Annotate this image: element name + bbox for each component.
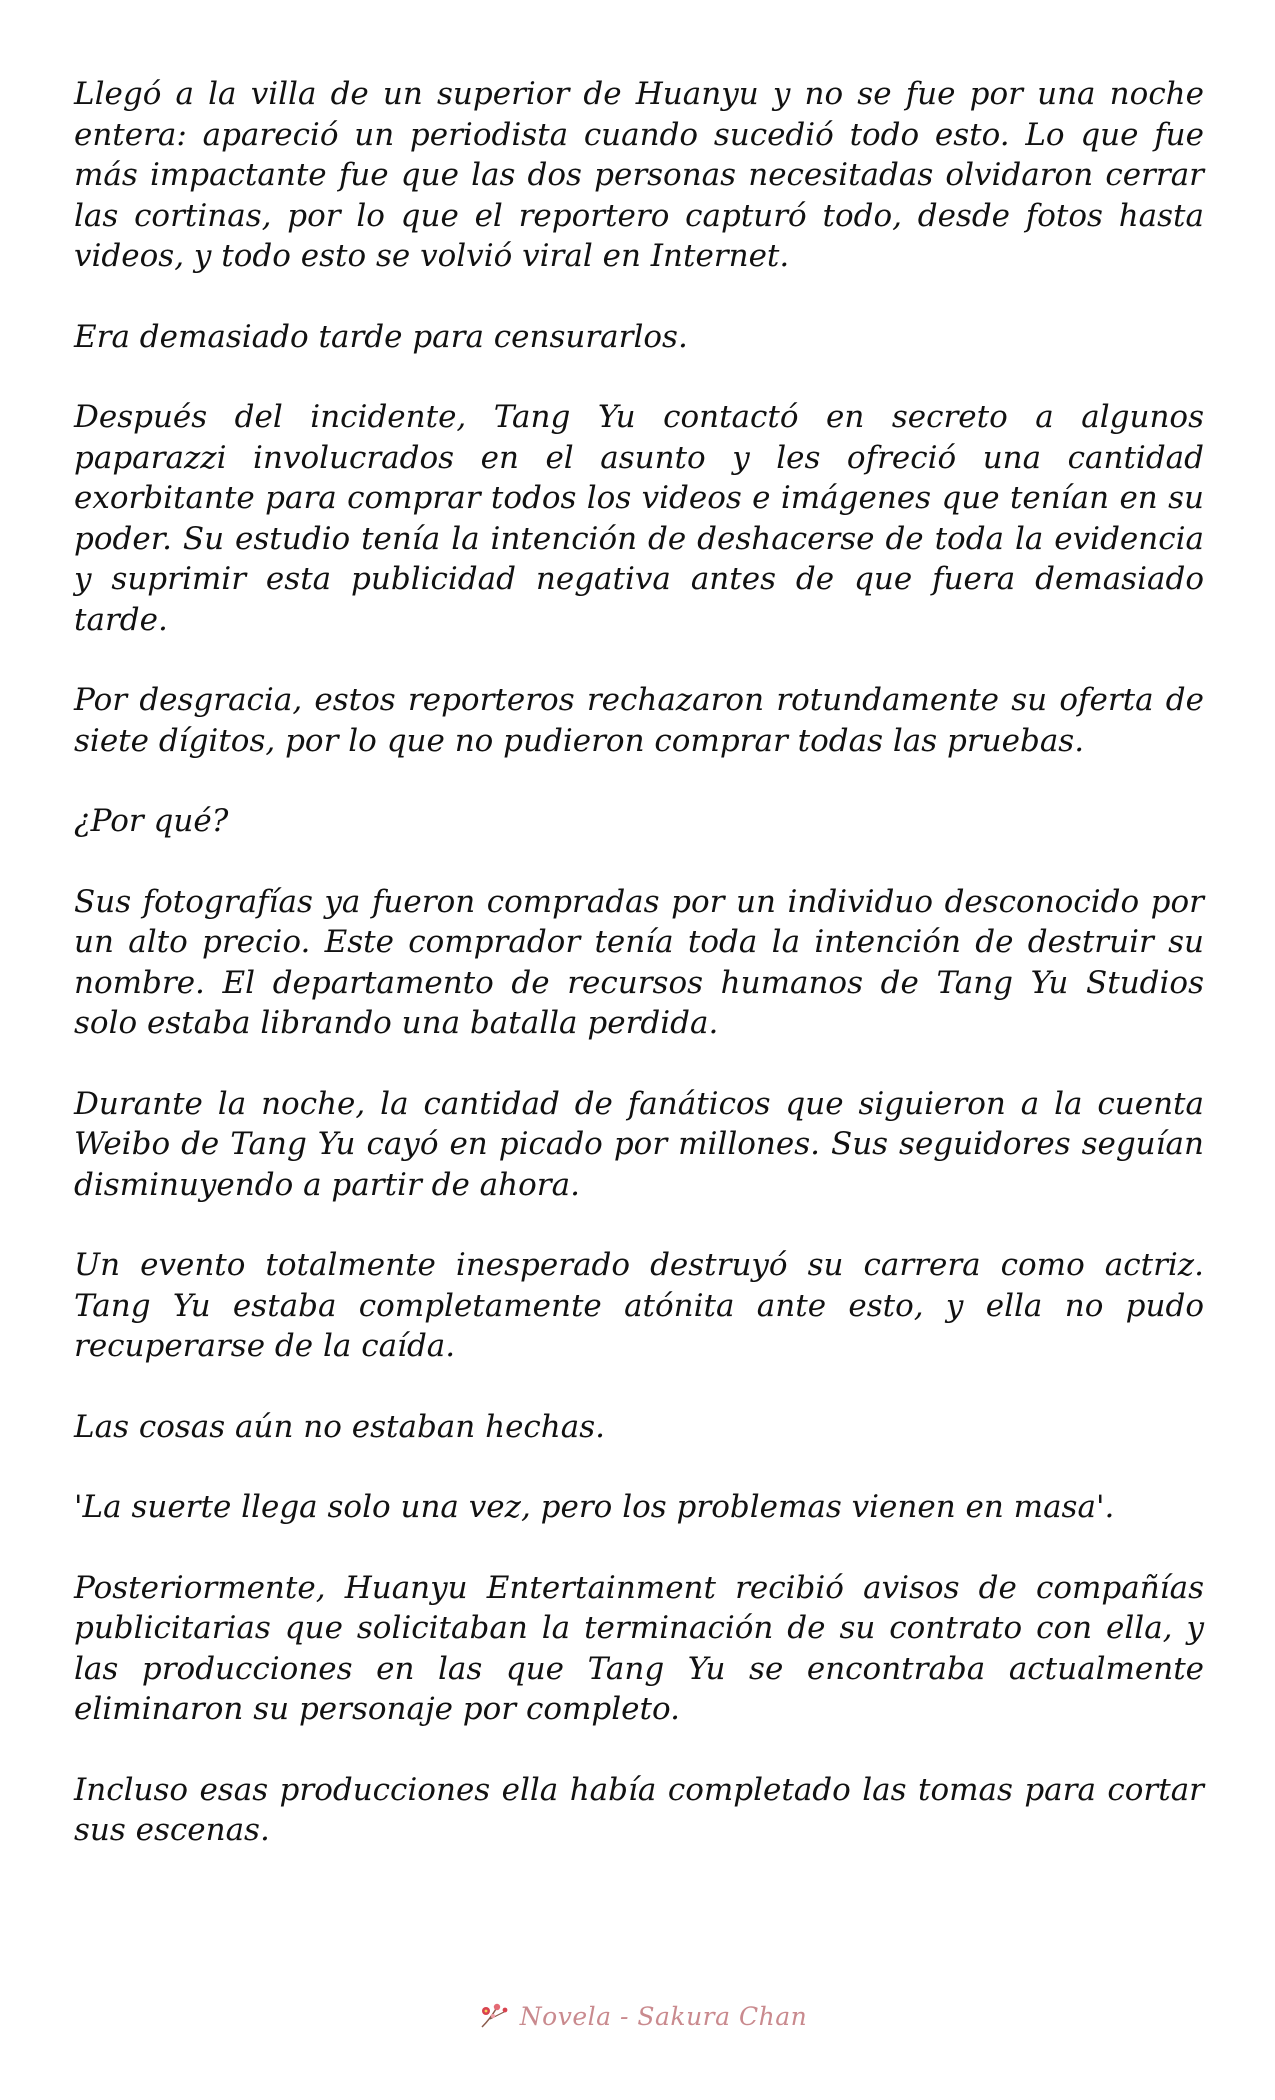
- paragraph-4: Por desgracia, estos reporteros rechazaron rotundamente su oferta de siete dígitos, por lo que no pudieron comprar todas las pruebas.: [74, 682, 1204, 759]
- paragraph-1: Llegó a la villa de un superior de Huanyu y no se fue por una noche entera: apareció un periodista cuando sucedió todo esto. Lo que fue más impactante fue que las dos personas necesitadas olvidaron cerrar las cortinas, por lo que el reportero capturó todo, desde fotos hasta videos, y todo esto se volvió viral en Internet.: [74, 76, 1204, 274]
- paragraph-6: Sus fotografías ya fueron compradas por un individuo desconocido por un alto precio. Este comprador tenía toda la intención de destruir su nombre. El departamento de recursos humanos de Tang Yu Studios solo estaba librando una batalla perdida.: [74, 883, 1204, 1041]
- paragraph-9: Las cosas aún no estaban hechas.: [74, 1408, 605, 1445]
- document-body: [74, 74, 1204, 1851]
- sakura-flower-icon: [478, 2001, 512, 2031]
- paragraph-5: ¿Por qué?: [74, 803, 229, 839]
- paragraph-8: Un evento totalmente inesperado destruyó su carrera como actriz. Tang Yu estaba completamente atónita ante esto, y ella no pudo recuperarse de la caída.: [74, 1247, 1204, 1364]
- paragraph-2: Era demasiado tarde para censurarlos.: [74, 318, 688, 355]
- paragraph-11: Posteriormente, Huanyu Entertainment recibió avisos de compañías publicitarias que solicitaban la terminación de su contrato con ella, y las producciones en las que Tang Yu se encontraba actualmente eliminaron su personaje por completo.: [74, 1569, 1204, 1727]
- paragraph-12: Incluso esas producciones ella había completado las tomas para cortar sus escenas.: [74, 1771, 1204, 1848]
- footer-watermark: [478, 2001, 807, 2031]
- footer-watermark-text: Novela - Sakura Chan: [519, 2001, 808, 2031]
- paragraph-7: Durante la noche, la cantidad de fanáticos que siguieron a la cuenta Weibo de Tang Yu cayó en picado por millones. Sus seguidores seguían disminuyendo a partir de ahora.: [74, 1085, 1204, 1203]
- paragraph-3: Después del incidente, Tang Yu contactó en secreto a algunos paparazzi involucrados en el asunto y les ofreció una cantidad exorbitante para comprar todos los videos e imágenes que tenían en su poder. Su estudio tenía la intención de deshacerse de toda la evidencia y suprimir esta publicidad negativa antes de que fuera demasiado tarde.: [74, 399, 1204, 638]
- page-footer: [0, 1996, 1275, 2036]
- paragraph-10: 'La suerte llega solo una vez, pero los problemas vienen en masa'.: [74, 1489, 1115, 1525]
